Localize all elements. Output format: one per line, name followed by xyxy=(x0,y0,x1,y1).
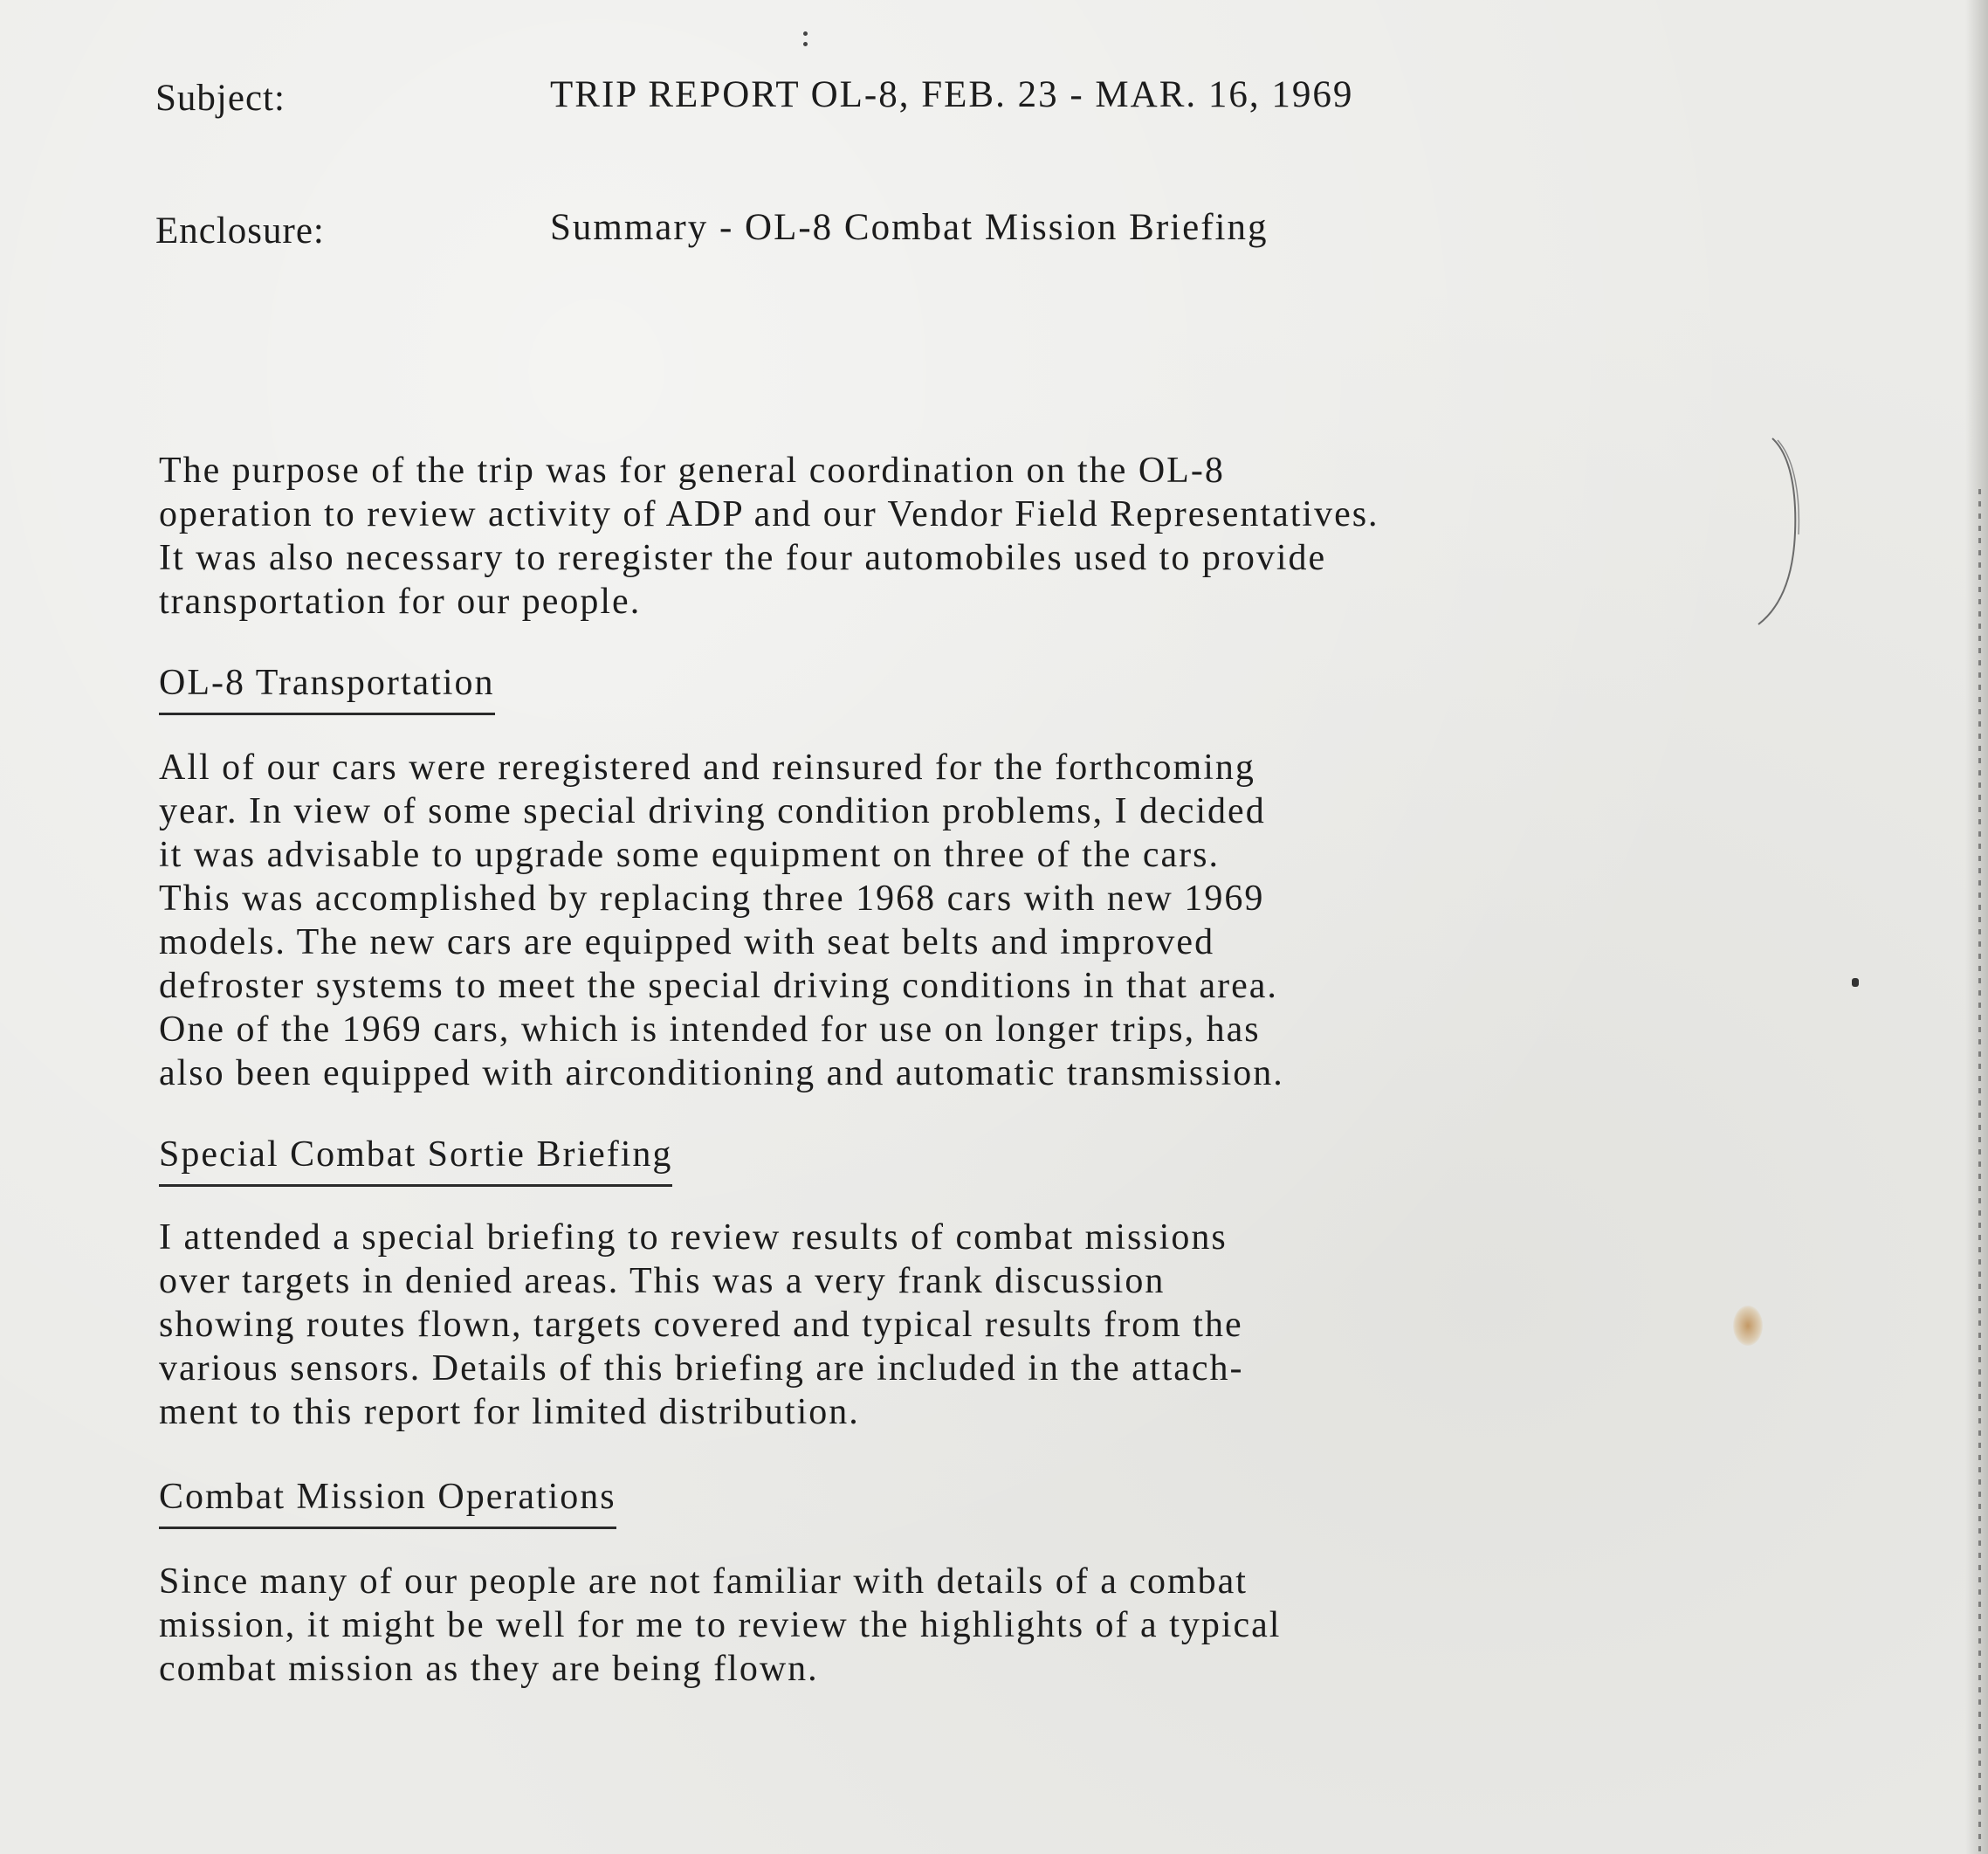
paragraph-line: All of our cars were reregistered and reinsured for the forthcoming xyxy=(159,748,1255,788)
ink-dot xyxy=(1852,978,1859,987)
section-heading-sortie-briefing: Special Combat Sortie Briefing xyxy=(159,1134,672,1187)
paragraph-line: ment to this report for limited distribution. xyxy=(159,1392,860,1432)
subject-label: Subject: xyxy=(155,78,285,119)
mission-operations-paragraph xyxy=(159,1560,1818,1691)
paper-speck xyxy=(803,42,808,46)
scan-edge-perforation xyxy=(1978,489,1981,1851)
paragraph-line: Since many of our people are not familiar with details of a combat xyxy=(159,1561,1248,1602)
paragraph-line: over targets in denied areas. This was a very frank discussion xyxy=(159,1261,1166,1301)
handwritten-bracket-mark xyxy=(1755,437,1816,629)
paragraph-line: year. In view of some special driving condition problems, I decided xyxy=(159,791,1266,831)
paragraph-line: I attended a special briefing to review results of combat missions xyxy=(159,1217,1228,1258)
transportation-paragraph xyxy=(159,746,1818,1095)
section-heading-transportation: OL-8 Transportation xyxy=(159,662,495,715)
paragraph-line: It was also necessary to reregister the four automobiles used to provide xyxy=(159,538,1327,578)
paragraph-line: operation to review activity of ADP and our Vendor Field Representatives. xyxy=(159,494,1379,534)
paragraph-line: various sensors. Details of this briefing are included in the attach- xyxy=(159,1348,1244,1389)
subject-value: TRIP REPORT OL-8, FEB. 23 - MAR. 16, 1969 xyxy=(550,74,1354,115)
paragraph-line: This was accomplished by replacing three 1968 cars with new 1969 xyxy=(159,879,1265,919)
paragraph-line: mission, it might be well for me to review the highlights of a typical xyxy=(159,1605,1282,1645)
paragraph-line: models. The new cars are equipped with seat belts and improved xyxy=(159,922,1215,962)
paragraph-line: One of the 1969 cars, which is intended for use on longer trips, has xyxy=(159,1010,1261,1050)
paper-stain xyxy=(1733,1306,1763,1346)
paragraph-line: transportation for our people. xyxy=(159,582,642,622)
paragraph-line: combat mission as they are being flown. xyxy=(159,1649,819,1689)
paragraph-line: defroster systems to meet the special driving conditions in that area. xyxy=(159,966,1278,1006)
paragraph-line: The purpose of the trip was for general coordination on the OL-8 xyxy=(159,451,1225,491)
paragraph-line: showing routes flown, targets covered and typical results from the xyxy=(159,1305,1243,1345)
enclosure-label: Enclosure: xyxy=(155,210,325,252)
paper-speck xyxy=(803,31,808,36)
paragraph-line: also been equipped with airconditioning and automatic transmission. xyxy=(159,1053,1284,1093)
enclosure-value: Summary - OL-8 Combat Mission Briefing xyxy=(550,207,1269,248)
paragraph-line: it was advisable to upgrade some equipment on three of the cars. xyxy=(159,835,1220,875)
scan-edge-shadow xyxy=(1965,0,1988,1854)
sortie-briefing-paragraph xyxy=(159,1216,1818,1434)
section-heading-mission-operations: Combat Mission Operations xyxy=(159,1476,616,1529)
intro-paragraph xyxy=(159,449,1818,624)
